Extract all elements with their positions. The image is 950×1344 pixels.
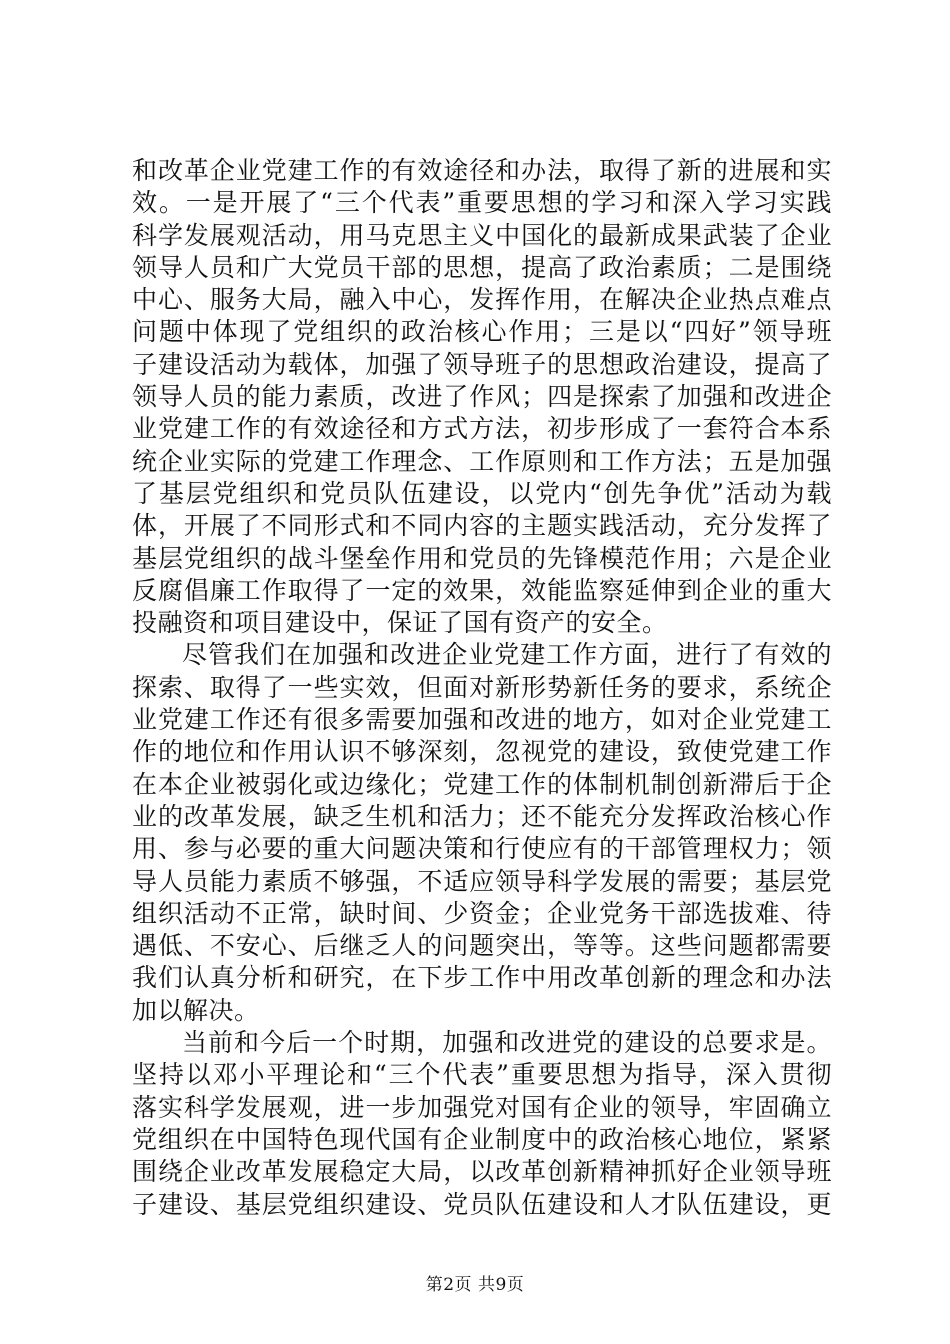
text-line: 遇低、不安心、后继乏人的问题突出，等等。这些问题都需要 [132,931,832,961]
text-line: 效。一是开展了“三个代表”重要思想的学习和深入学习实践 [132,188,832,218]
text-line: 子建设、基层党组织建设、党员队伍建设和人才队伍建设，更 [132,1189,832,1219]
text-line: 围绕企业改革发展稳定大局，以改革创新精神抓好企业领导班 [132,1157,832,1187]
text-line: 基层党组织的战斗堡垒作用和党员的先锋模范作用；六是企业 [132,543,832,573]
text-line: 和改革企业党建工作的有效途径和办法，取得了新的进展和实 [132,156,832,185]
text-line: 探索、取得了一些实效，但面对新形势新任务的要求，系统企 [132,672,832,702]
text-line: 反腐倡廉工作取得了一定的效果，效能监察延伸到企业的重大 [132,575,832,605]
paragraph-start-line: 尽管我们在加强和改进企业党建工作方面，进行了有效的 [182,640,832,670]
body-text [132,155,832,1221]
text-line: 子建设活动为载体，加强了领导班子的思想政治建设，提高了 [132,349,832,379]
text-line: 作的地位和作用认识不够深刻，忽视党的建设，致使党建工作 [132,737,832,767]
text-line: 导人员能力素质不够强，不适应领导科学发展的需要；基层党 [132,866,832,896]
text-line: 科学发展观活动，用马克思主义中国化的最新成果武装了企业 [132,220,832,250]
text-line: 坚持以邓小平理论和“三个代表”重要思想为指导，深入贯彻 [132,1060,832,1090]
page-footer: 第2页 共9页 [425,1275,525,1295]
text-line: 落实科学发展观，进一步加强党对国有企业的领导，牢固确立 [132,1092,832,1122]
text-line: 投融资和项目建设中，保证了国有资产的安全。 [132,608,668,638]
text-line: 党组织在中国特色现代国有企业制度中的政治核心地位，紧紧 [132,1124,832,1154]
text-line: 体，开展了不同形式和不同内容的主题实践活动，充分发挥了 [132,511,832,541]
text-line: 组织活动不正常，缺时间、少资金；企业党务干部选拔难、待 [132,898,832,928]
text-line: 统企业实际的党建工作理念、工作原则和工作方法；五是加强 [132,446,832,476]
text-line: 在本企业被弱化或边缘化；党建工作的体制机制创新滞后于企 [132,769,832,799]
text-line: 加以解决。 [132,995,260,1025]
text-line: 业党建工作的有效途径和方式方法，初步形成了一套符合本系 [132,414,832,444]
text-line: 领导人员的能力素质，改进了作风；四是探索了加强和改进企 [132,382,832,412]
text-line: 了基层党组织和党员队伍建设，以党内“创先争优”活动为载 [132,478,832,508]
paragraph-start-line: 当前和今后一个时期，加强和改进党的建设的总要求是。 [182,1028,832,1058]
text-line: 我们认真分析和研究，在下步工作中用改革创新的理念和办法 [132,963,832,993]
text-line: 领导人员和广大党员干部的思想，提高了政治素质；二是围绕 [132,252,832,282]
text-line: 用、参与必要的重大问题决策和行使应有的干部管理权力；领 [132,834,832,864]
text-line: 中心、服务大局，融入中心，发挥作用，在解决企业热点难点 [132,285,832,315]
text-line: 业的改革发展，缺乏生机和活力；还不能充分发挥政治核心作 [132,801,832,831]
text-line: 业党建工作还有很多需要加强和改进的地方，如对企业党建工 [132,705,832,735]
text-line: 问题中体现了党组织的政治核心作用；三是以“四好”领导班 [132,317,832,347]
